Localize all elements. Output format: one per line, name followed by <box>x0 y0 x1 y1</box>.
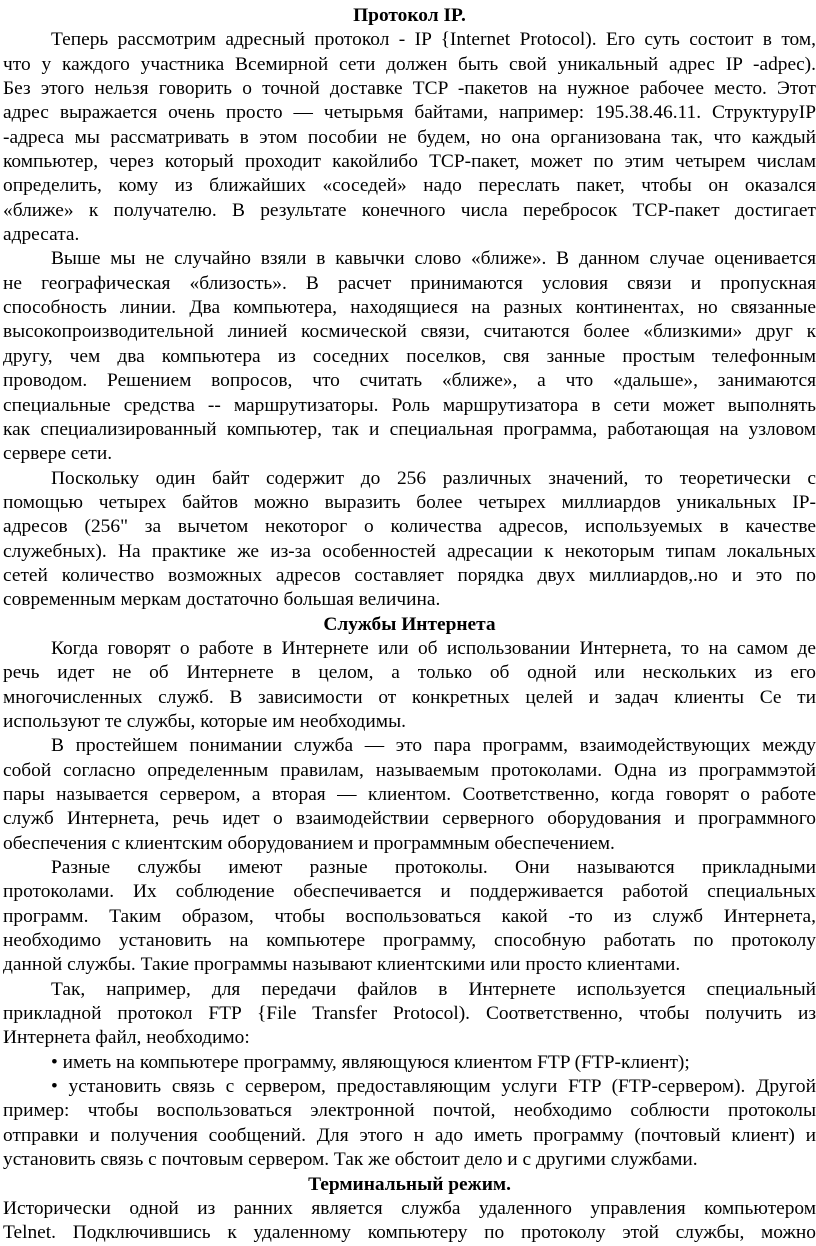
section-heading: Терминальный режим. <box>308 1173 511 1195</box>
text-line: как специализированный компьютер, так и специальная программа, работающая на узловом <box>3 418 816 440</box>
text-line: способность линии. Два компьютера, находящиеся на разных континентах, но связанные <box>3 297 816 319</box>
text-line: обеспечения с клиентским оборудованием и программным обеспечением. <box>3 832 615 854</box>
text-line: данной службы. Такие программы называют клиентскими или просто клиентами. <box>3 954 681 976</box>
text-line: собой согласно определенным правилам, называемым протоколами. Одна из программэтой <box>3 759 816 781</box>
paragraph <box>3 1197 816 1246</box>
section-heading: Протокол IP. <box>353 5 466 26</box>
text-line: другу, чем два компьютера из соседних поселков, свя занные простым телефонным <box>3 345 816 367</box>
paragraph <box>3 856 816 978</box>
text-line: адресов (256" за вычетом некоторог о количества адресов, используемых в качестве <box>3 516 816 538</box>
text-line: Так, например, для передачи файлов в Интернете используется специальный <box>51 978 816 1000</box>
text-line: используют те службы, которые им необходимы. <box>3 710 406 732</box>
text-line: В простейшем понимании служба — это пара программ, взаимодействующих между <box>51 735 816 757</box>
text-line: Исторически одной из ранних является служба удаленного управления компьютером <box>3 1197 816 1219</box>
text-line: необходимо установить на компьютере программу, способную работать по протоколу <box>3 930 816 952</box>
text-line: Без этого нельзя говорить о точной доставке TCP -пакетов на нужное рабочее место. Этот <box>3 78 816 100</box>
section-heading: Службы Интернета <box>323 613 496 635</box>
text-line: прикладной протокол FTP {File Transfer Protocol). Соответственно, чтобы получить из <box>3 1003 816 1025</box>
text-line: Выше мы не случайно взяли в кавычки слово «ближе». В данном случае оценивается <box>51 248 816 270</box>
text-line: что у каждого участника Всемирной сети должен быть свой уникальный адрес IP -adpec). <box>3 53 816 75</box>
text-line: Разные службы имеют разные протоколы. Они называются прикладными <box>51 857 816 879</box>
paragraph <box>3 1075 816 1172</box>
text-line: помощью четырех байтов можно выразить более четырех миллиардов уникальных IP- <box>3 491 816 513</box>
text-line: служебных). На практике же из-за особенностей адресации к некоторым типам локальных <box>3 540 816 562</box>
paragraph <box>3 978 816 1051</box>
text-line: Теперь рассмотрим адресный протокол - IP {Internet Protocol). Его суть состоит в том, <box>51 29 816 51</box>
text-line: • иметь на компьютере программу, являющуюся клиентом FTP (FTP-клиент); <box>51 1051 690 1073</box>
text-line: установить связь с почтовым сервером. Так же обстоит дело и с другими службами. <box>3 1149 698 1171</box>
text-line: Telnet. Подключившись к удаленному компьютеру по протоколу этой службы, можно <box>3 1222 816 1244</box>
text-line: пример: чтобы воспользоваться электронной почтой, необходимо соблюсти протоколы <box>3 1100 816 1122</box>
text-line: проводом. Решением вопросов, что считать «ближе», а что «дальше», занимаются <box>3 370 816 392</box>
paragraph <box>3 247 816 466</box>
text-line: • установить связь с сервером, предоставляющим услуги FTP (FTP-сервером). Другой <box>51 1076 816 1098</box>
paragraph <box>3 1051 816 1075</box>
text-line: пары называется сервером, а вторая — клиентом. Соответственно, когда говорят о работе <box>3 784 816 805</box>
text-line: многочисленных служб. В зависимости от конкретных целей и задач клиенты Се ти <box>3 686 816 708</box>
paragraph <box>3 28 816 247</box>
text-line: не географическая «близость». В расчет принимаются условия связи и пропускная <box>3 272 816 294</box>
text-line: современным меркам достаточно большая величина. <box>3 589 441 611</box>
text-line: отправки и получения сообщений. Для этого н адо иметь программу (почтовый клиент) и <box>3 1124 816 1146</box>
text-line: -адреса мы рассматривать в этом пособии не будем, но она организована так, что каждый <box>3 126 816 148</box>
text-line: сервере сети. <box>3 443 113 465</box>
text-line: протоколами. Их соблюдение обеспечивается и поддерживается работой специальных <box>3 881 816 903</box>
text-line: «ближе» к получателю. В результате конечного числа переброcок TCP-пакет достигает <box>3 199 816 221</box>
text-line: программ. Таким образом, чтобы воспользоваться какой -то из служб Интернета, <box>3 905 816 927</box>
text-line: сетей количество возможных адресов составляет порядка двух миллиардов,.но и это по <box>3 564 816 586</box>
text-line: компьютер, через который проходит какойлибо TCP-пакет, может по этим четырем числам <box>3 151 816 173</box>
paragraph <box>3 637 816 734</box>
text-line: высокопроизводительной линией космической связи, считаются более «близкими» друг к <box>3 321 816 343</box>
text-line: Интернета файл, необходимо: <box>3 1027 250 1049</box>
text-line: определить, кому из ближайших «соседей» надо переслать пакет, чтобы он оказался <box>3 175 816 197</box>
paragraph <box>3 467 816 613</box>
paragraph <box>3 734 816 856</box>
text-line: служб Интернета, речь идет о взаимодействии серверного оборудования и программного <box>3 808 816 830</box>
text-line: специальные средства -- маршрутизаторы. Роль маршрутизатора в сети может выполнять <box>3 394 816 416</box>
text-line: адрес выражается очень просто — четырьмя байтами, например: 195.38.46.11. СтруктуруIP <box>3 102 816 124</box>
text-line: адресата. <box>3 224 80 246</box>
text-line: речь идет не об Интернете в целом, а только об одной или нескольких из его <box>3 662 816 684</box>
text-line: Поскольку один байт содержит до 256 различных значений, то теоретически с <box>51 467 816 489</box>
text-line: Когда говорят о работе в Интернете или об использовании Интернета, то на самом де <box>51 637 816 659</box>
